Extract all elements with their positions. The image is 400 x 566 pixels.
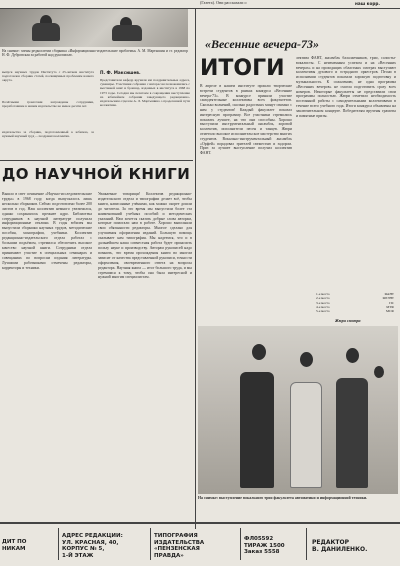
section-heading: ДО НАУЧНОЙ КНИГИ <box>2 165 191 183</box>
footer-rule <box>0 522 400 524</box>
footer-editor: РЕДАКТОР В. ДАНИЛЕНКО. <box>312 538 368 553</box>
footer-col1: ДИТ ПО НИКАМ <box>2 539 27 552</box>
left-article-body: Вышло в свет сочинение «Научно-исследовательские труды» в 1968 году, когда выпускалось лишь несколько сборников. Сейчас подготовлено более 200 листов в год. Наш коллектив немного увеличился, однако сохранилось прежнее ядро. Библиотека сотрудников в научной литературе получила информационные отклики. В годы юбилея мы выпустили сборники научных трудов, методические пособия, монографии, учебники. Коллектив редакционно-издательского отдела работал с большим подъёмом, стремился обеспечить высокое качество научной книги. Сотрудники отдела принимают участие в специальных семинарах и совещаниях по вопросам издания литературы. Лучшими работниками отмечены редакторы, корректоры и техники. <box>2 192 92 270</box>
editors-photo-caption: На снимке: члены редколлегии сборника «Информационно-издательские проблемы» А. М. Мартышин и ст. редактор Н. Ф. Дубровская за работой над рукописью. <box>2 49 188 58</box>
left-snippet-1: выпуск научных трудов Института с 25-летием института подготовлен сборник статей, посвящённых проблемам нашего округа. <box>2 70 94 83</box>
right-article-col-b: лектива ФАНТ, ансамбль балалаечников, трио, солисты-вокалисты. С неизменным успехом и на «Весенних вечерах» и на проходящих областных смотрах выступают коллективы духового и эстрадного оркестров. Песни в исполнении студентов показали хорошую подготовку и музыкальность. К сожалению, не одна программа «Весенних вечеров» не смогла подготовить сразу всех номеров. Некоторые факультеты не представили свои программы полностью. Жюри отметило необходимость постоянной работы с самодеятельными коллективами в течение всего учебного года. Итоги конкурса объявлены на заключительном концерте. Победителям вручены грамоты и памятные призы. <box>296 56 396 118</box>
article-title-big: ИТОГИ <box>200 56 285 81</box>
article-title-italic: «Весенние вечера-73» <box>205 37 319 51</box>
footer-print-run: ФЛ05592 ТИРАЖ 1500 Заказ 5558 <box>244 536 285 556</box>
middle-top-paragraph: Представители кафедр вручили им поздравительные адреса, сувениры. Участники собрания с интересом познакомились с выставкой книг и брошюр, изданных в институте в 1968 по 1973 годы. Сегодня мы печатаем в сокращении выступление на юбилейном собрании заведующего редакционно-издательским отделом А. Л. Мартышина о проделанной пути коллектива. <box>100 78 190 108</box>
footer-address: АДРЕС РЕДАКЦИИ: УЛ. КРАСНАЯ, 40, КОРПУС № 5, 1-Й ЭТАЖ <box>62 533 123 559</box>
results-table <box>316 292 394 316</box>
left-snippet-2: Почётными грамотами награждены сотрудники, проработавшие в нашем издательстве не менее десяти лет. <box>2 100 94 109</box>
ensemble-photo-caption: На снимке: выступление вокального трио факультета автоматики и информационной техники. <box>198 496 368 500</box>
column-divider <box>195 9 196 529</box>
right-article-col-a: В апреле в нашем институте прошли творческие встречи студентов в рамках конкурса «Весенние вечера-73». В конкурсе приняли участие самодеятельные коллективы всех факультетов. Сколько волнений, сколько радостных минут связано с ним у студентов! Каждый факультет показал интересную программу. Все участники стремились показать лучшее, на что они способны. Хорошо выступили инструментальный ансамбль, хоровой коллектив, исполнители песен и танцев. Жюри отметило высокое исполнительское мастерство многих студентов. Вокально-инструментальный ансамбль «Орфей» порадовал зрителей свежестью и задором. Приз за лучшее выступление получил коллектив ФАНТ. <box>200 84 292 156</box>
editors-photo <box>0 9 188 47</box>
ensemble-photo <box>198 326 398 494</box>
left-snippet-3: издательства за сборник, подготовленный к юбилею, за нужный научный труд ... поздравил коллектив. <box>2 130 94 139</box>
results-row: 4-е место МТФ <box>316 304 394 309</box>
middle-article-body: Уважаемые товарищи! Коллектив редакционно-издательского отдела и типографии делает всё, чтобы книги, написанные учёными, как можно скорее дошли до читателя. За это время мы выпустили более ста наименований учебных пособий и методических указаний. Нам хочется сказать добрые слова авторам, которые помогали нам в работе. Хорошо выполняли свои обязанности редакторы. Многое сделано для улучшения оформления изданий. Большую помощь оказывает нам типография. Мы надеемся, что и в дальнейшем наша совместная работа будет приносить пользу науке и производству. Авторам рукописей надо помнить, что время прохождения книги во многом зависит от качества представленной рукописи, точности оформления, своевременного ответа на вопросы редактора. Научная книга — итог большого труда, и мы стремимся к тому, чтобы она была интересной и нужной многим специалистам. <box>98 192 192 280</box>
results-row: 3-е место ПС <box>316 300 394 305</box>
results-row: 5-е место МСФ <box>316 309 394 314</box>
byline: П. Ф. Максишев. <box>100 70 141 75</box>
section-rule <box>0 160 193 161</box>
header-correspondent: наш корр. <box>355 1 380 6</box>
footer-printing: ТИПОГРАФИЯ ИЗДАТЕЛЬСТВА «ПЕНЗЕНСКАЯ ПРАВДА» <box>154 533 205 559</box>
results-row: 2-е место ФРЭНТ <box>316 296 394 301</box>
header-snippet: (Газета). Они рассказали о <box>200 1 247 5</box>
results-row: 1-е место ФАНТ <box>316 292 394 296</box>
footer <box>0 526 400 566</box>
jury-signature: Жюри смотра <box>335 318 361 323</box>
